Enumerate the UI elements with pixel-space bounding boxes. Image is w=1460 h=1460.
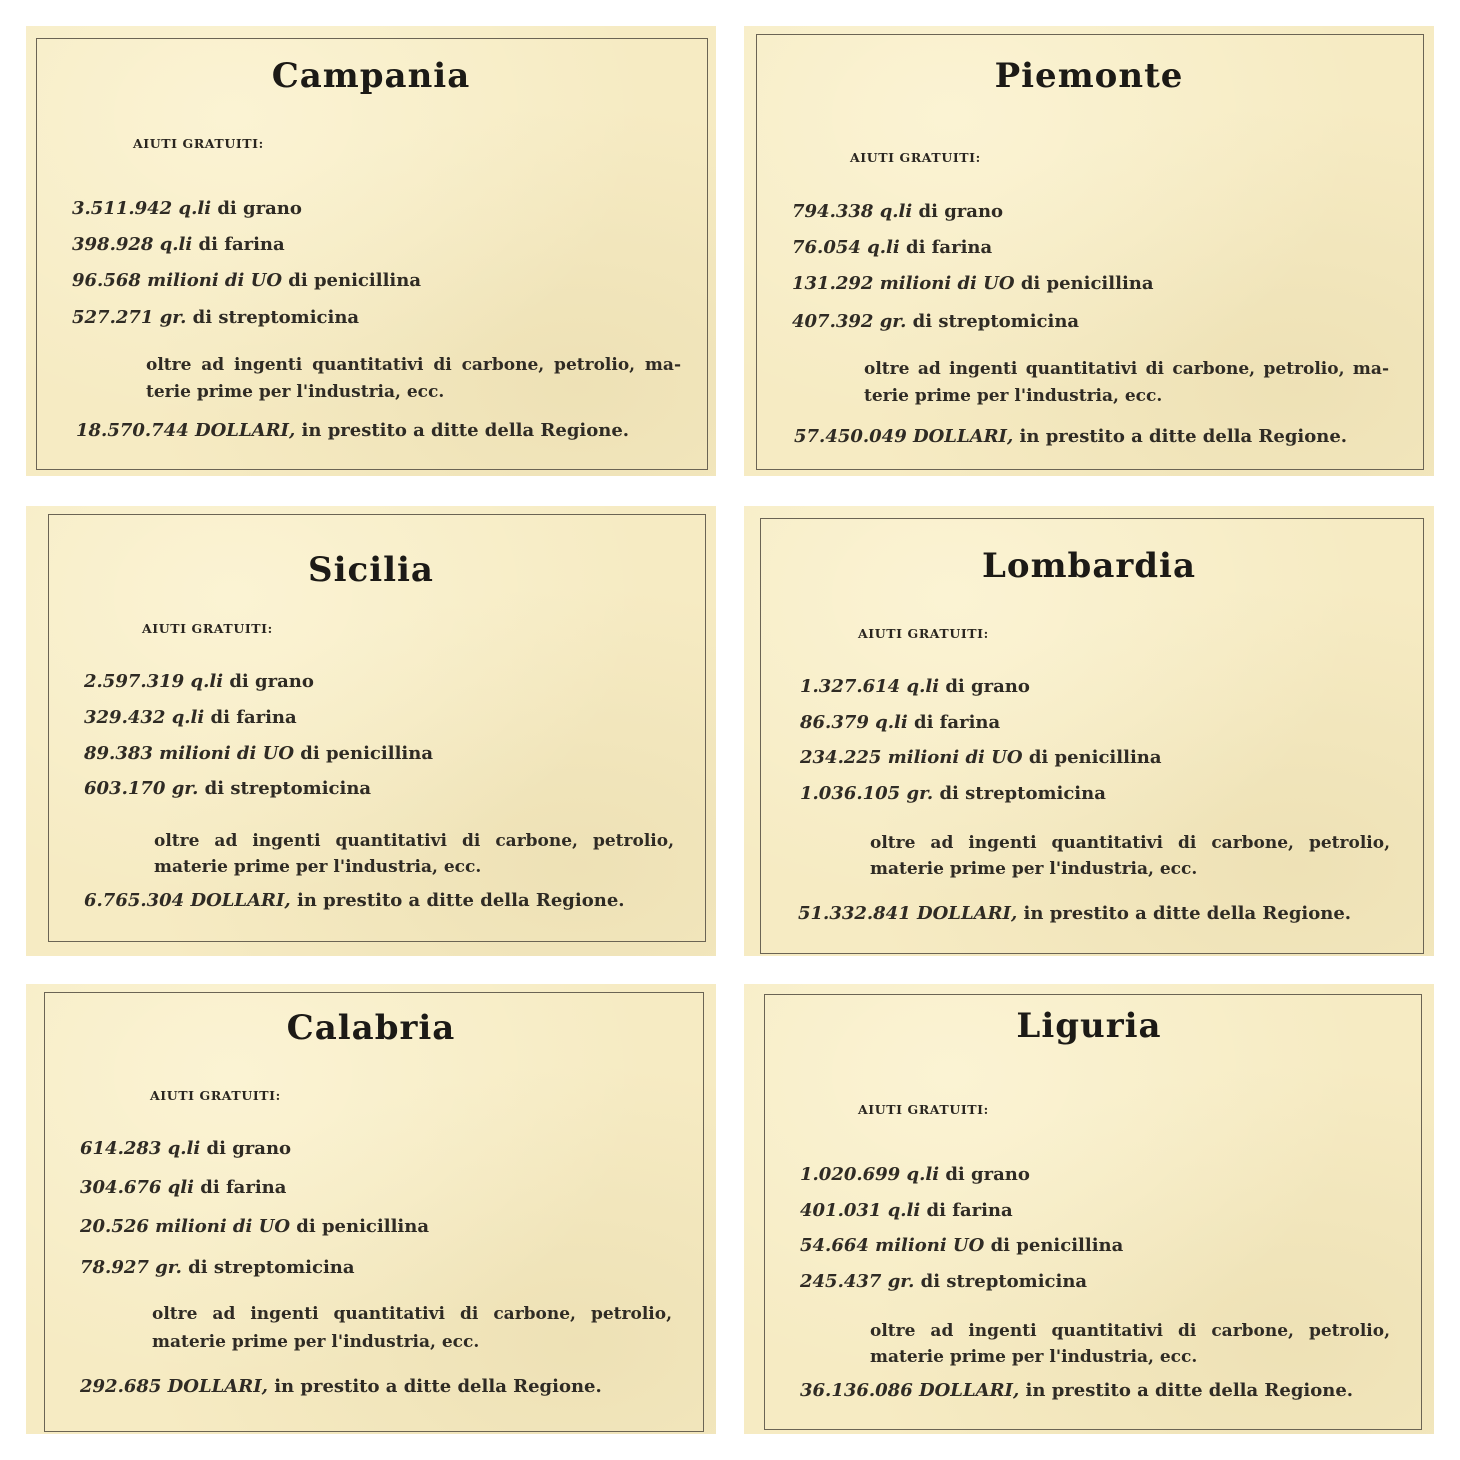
aid-label: AIUTI GRATUITI: [142,621,273,636]
aid-item-streptomicina: 407.392 gr. di streptomicina [792,311,1080,332]
aid-item-grano: 2.597.319 q.li di grano [84,671,314,692]
additional-note: oltre ad ingenti quantitativi di carbone, petrolio, materie prime per l'industria, ecc. [154,831,674,877]
region-title: Lombardia [982,546,1196,586]
additional-note: oltre ad ingenti quantitativi di carbone, petrolio, materie prime per l'industria, ecc. [870,1321,1390,1367]
loan-line: 6.765.304 DOLLARI, in prestito a ditte della Regione. [84,890,625,911]
additional-note: oltre ad ingenti quantitativi di carbone, petrolio, materie prime per l'industria, ecc. [870,833,1390,879]
region-card-campania [26,26,716,476]
region-title: Campania [271,56,471,96]
aid-item-farina: 76.054 q.li di farina [792,237,993,258]
aid-item-streptomicina: 603.170 gr. di streptomicina [84,778,372,799]
additional-note: oltre ad ingenti quantitativi di carbone, petrolio, materie prime per l'industria, ecc. [146,355,681,402]
loan-line: 57.450.049 DOLLARI, in prestito a ditte della Regione. [794,426,1348,447]
aid-item-grano: 794.338 q.li di grano [792,201,1004,222]
aid-item-grano: 614.283 q.li di grano [80,1138,292,1159]
region-card-calabria [26,984,716,1434]
aid-item-penicillina: 54.664 milioni UO di penicillina [800,1235,1124,1256]
aid-item-penicillina: 96.568 milioni di UO di penicillina [72,270,421,291]
aid-item-streptomicina: 527.271 gr. di streptomicina [72,307,360,328]
card-border [44,992,704,1432]
aid-item-penicillina: 20.526 milioni di UO di penicillina [80,1216,429,1237]
aid-item-farina: 398.928 q.li di farina [72,234,285,255]
loan-line: 292.685 DOLLARI, in prestito a ditte della Regione. [80,1376,602,1397]
aid-label: AIUTI GRATUITI: [150,1088,281,1103]
aid-item-penicillina: 131.292 milioni di UO di penicillina [792,273,1154,294]
loan-line: 18.570.744 DOLLARI, in prestito a ditte della Regione. [76,420,630,441]
aid-label: AIUTI GRATUITI: [858,1102,989,1117]
additional-note: oltre ad ingenti quantitativi di carbone, petrolio, materie prime per l'industria, ecc. [152,1304,672,1352]
loan-line: 36.136.086 DOLLARI, in prestito a ditte della Regione. [800,1380,1354,1401]
region-card-piemonte [744,26,1434,476]
aid-item-farina: 86.379 q.li di farina [800,712,1001,733]
aid-label: AIUTI GRATUITI: [850,150,981,165]
aid-item-grano: 1.020.699 q.li di grano [800,1164,1030,1185]
aid-item-farina: 329.432 q.li di farina [84,707,297,728]
aid-item-penicillina: 234.225 milioni di UO di penicillina [800,747,1162,768]
aid-item-farina: 304.676 qli di farina [80,1177,287,1198]
region-title: Sicilia [308,550,434,590]
aid-label: AIUTI GRATUITI: [858,626,989,641]
region-card-sicilia [26,506,716,956]
region-card-lombardia [744,506,1434,956]
aid-item-streptomicina: 1.036.105 gr. di streptomicina [800,783,1106,804]
aid-item-grano: 1.327.614 q.li di grano [800,676,1030,697]
additional-note: oltre ad ingenti quantitativi di carbone, petrolio, materie prime per l'industria, ecc. [864,359,1389,406]
aid-item-penicillina: 89.383 milioni di UO di penicillina [84,743,433,764]
region-title: Piemonte [994,56,1184,96]
region-title: Liguria [1016,1006,1162,1046]
aid-label: AIUTI GRATUITI: [133,136,264,151]
region-title: Calabria [286,1008,456,1048]
aid-item-grano: 3.511.942 q.li di grano [72,198,302,219]
aid-item-farina: 401.031 q.li di farina [800,1200,1013,1221]
aid-item-streptomicina: 78.927 gr. di streptomicina [80,1257,355,1278]
loan-line: 51.332.841 DOLLARI, in prestito a ditte della Regione. [798,903,1352,924]
aid-item-streptomicina: 245.437 gr. di streptomicina [800,1271,1088,1292]
region-card-liguria [744,984,1434,1434]
